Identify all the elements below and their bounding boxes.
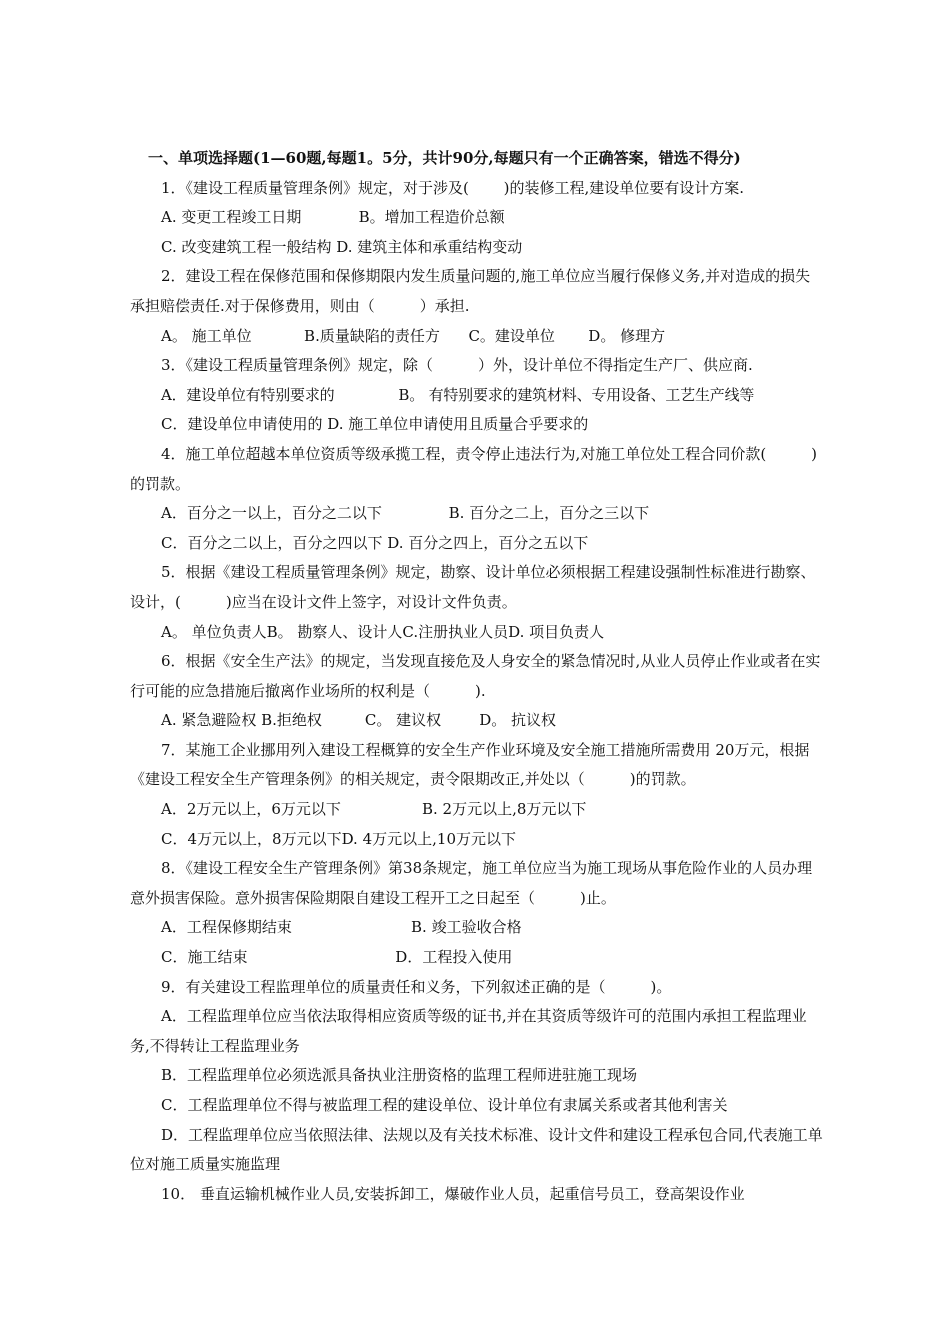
question-10: 10． 垂直运输机械作业人员,安装拆卸工，爆破作业人员，起重信号员工，登高架设作业 bbox=[161, 1184, 745, 1203]
question-2-options: A。 施工单位 B.质量缺陷的责任方 C。建设单位 D。 修理方 bbox=[161, 326, 666, 345]
question-3-options-cd: C．建设单位申请使用的 D. 施工单位申请使用且质量合乎要求的 bbox=[161, 415, 589, 434]
question-8-options-ab: A．工程保修期结束 B. 竣工验收合格 bbox=[161, 918, 522, 937]
question-7: 7．某施工企业挪用列入建设工程概算的安全生产作业环境及安全施工措施所需费用 20万元，根据《建设工程安全生产管理条例》的相关规定，责令限期改正,并处以（ )的罚款。 bbox=[130, 740, 810, 789]
question-3: 3．《建设工程质量管理条例》规定，除（ ）外，设计单位不得指定生产厂、供应商. bbox=[161, 356, 753, 375]
question-4-options-cd: C．百分之二以上，百分之四以下 D. 百分之四上，百分之五以下 bbox=[161, 533, 589, 552]
question-1-options-cd: C. 改变建筑工程一般结构 D. 建筑主体和承重结构变动 bbox=[161, 237, 523, 256]
question-2: 2．建设工程在保修范围和保修期限内发生质量问题的,施工单位应当履行保修义务,并对造成的损失承担赔偿责任.对于保修费用，则由（ ）承担. bbox=[130, 267, 811, 315]
question-1: 1．《建设工程质量管理条例》规定，对于涉及( )的装修工程,建设单位要有设计方案. bbox=[161, 178, 745, 197]
question-6-options: A. 紧急避险权 B.拒绝权 C。 建议权 D。 抗议权 bbox=[161, 711, 557, 730]
question-4-options-ab: A．百分之一以上，百分之二以下 B. 百分之二上，百分之三以下 bbox=[161, 504, 650, 523]
question-9-option-a: A．工程监理单位应当依法取得相应资质等级的证书,并在其资质等级许可的范围内承担工程监理业务,不得转让工程监理业务 bbox=[130, 1007, 807, 1055]
question-9: 9．有关建设工程监理单位的质量责任和义务，下列叙述正确的是（ )。 bbox=[161, 977, 672, 996]
question-6: 6．根据《安全生产法》的规定，当发现直接危及人身安全的紧急情况时,从业人员停止作业或者在实行可能的应急措施后撤离作业场所的权利是（ ). bbox=[130, 652, 821, 700]
question-9-option-d: D．工程监理单位应当依照法律、法规以及有关技术标准、设计文件和建设工程承包合同,代表施工单位对施工质量实施监理 bbox=[130, 1125, 823, 1174]
question-8: 8．《建设工程安全生产管理条例》第38条规定，施工单位应当为施工现场从事危险作业的人员办理意外损害保险。意外损害保险期限自建设工程开工之日起至（ )止。 bbox=[130, 859, 813, 907]
question-9-option-b: B．工程监理单位必须选派具备执业注册资格的监理工程师进驻施工现场 bbox=[161, 1066, 638, 1085]
question-7-options-cd: C．4万元以上，8万元以下D. 4万元以上,10万元以下 bbox=[161, 829, 516, 848]
question-7-options-ab: A．2万元以上，6万元以下 B. 2万元以上,8万元以下 bbox=[161, 800, 587, 819]
document-body bbox=[130, 144, 824, 1209]
question-1-options-ab: A. 变更工程竣工日期 B。增加工程造价总额 bbox=[161, 208, 505, 227]
question-9-option-c: C．工程监理单位不得与被监理工程的建设单位、设计单位有隶属关系或者其他利害关 bbox=[161, 1096, 728, 1114]
question-8-options-cd: C．施工结束 D．工程投入使用 bbox=[161, 948, 513, 967]
question-3-options-ab: A．建设单位有特别要求的 B。 有特别要求的建筑材料、专用设备、工艺生产线等 bbox=[161, 385, 755, 404]
question-5-options: A。 单位负责人B。 勘察人、设计人C.注册执业人员D. 项目负责人 bbox=[161, 622, 605, 641]
question-4: 4．施工单位超越本单位资质等级承揽工程，责令停止违法行为,对施工单位处工程合同价款( )的罚款。 bbox=[130, 444, 818, 493]
section-heading: 一、单项选择题(1—60题,每题1。5分，共计90分,每题只有一个正确答案，错选不得分) bbox=[148, 149, 741, 167]
question-5: 5．根据《建设工程质量管理条例》规定，勘察、设计单位必须根据工程建设强制性标准进行勘察、设计，( )应当在设计文件上签字，对设计文件负责。 bbox=[130, 563, 816, 611]
